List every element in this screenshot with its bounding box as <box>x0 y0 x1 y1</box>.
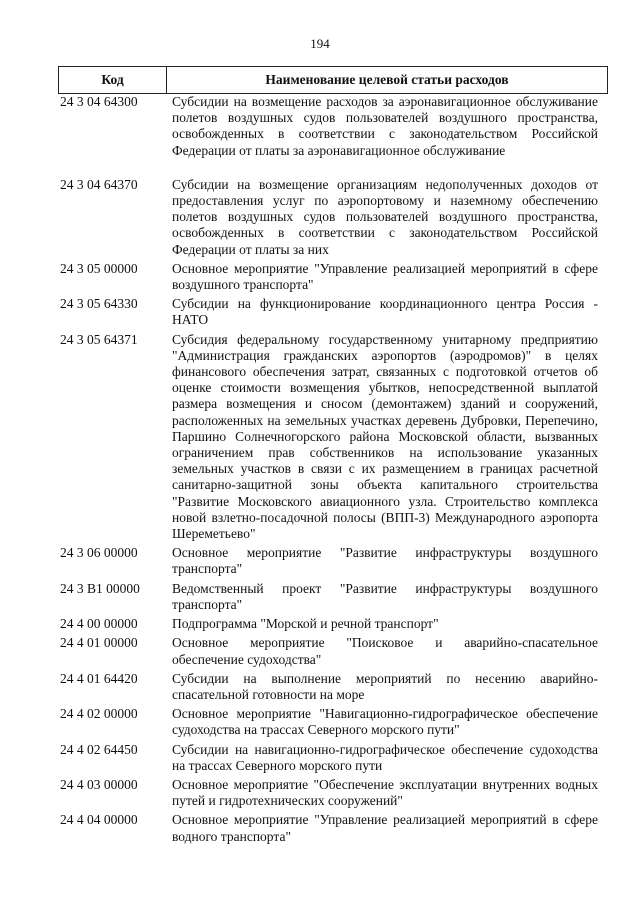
row-code: 24 3 05 64330 <box>60 296 138 312</box>
table-header <box>58 66 608 94</box>
row-name: Основное мероприятие "Развитие инфраструктуры воздушного транспорта" <box>172 545 598 577</box>
table-row <box>58 616 608 632</box>
row-code: 24 4 03 00000 <box>60 776 138 792</box>
column-header-name: Наименование целевой статьи расходов <box>265 72 509 87</box>
table-row <box>58 94 608 159</box>
table-row <box>58 671 608 703</box>
row-name: Основное мероприятие "Поисковое и аварийно-спасательное обеспечение судоходства" <box>172 635 598 667</box>
table-row <box>58 777 608 809</box>
table-row <box>58 742 608 774</box>
table-row <box>58 545 608 577</box>
row-code: 24 4 01 64420 <box>60 670 138 686</box>
row-name: Субсидии на возмещение расходов за аэронавигационное обслуживание полетов воздушных судов пользователей воздушного пространства, освобожденных в соответствии с законодательством Российской Федерации от платы за аэронавигационное обслуживание <box>172 94 598 158</box>
row-code: 24 3 04 64300 <box>60 94 138 109</box>
row-name: Основное мероприятие "Управление реализацией мероприятий в сфере водного транспорта" <box>172 812 598 844</box>
row-code: 24 4 04 00000 <box>60 812 138 828</box>
column-header-code: Код <box>59 67 167 93</box>
table-row <box>58 177 608 258</box>
table-row <box>58 635 608 667</box>
table-row <box>58 581 608 613</box>
row-code: 24 3 В1 00000 <box>60 580 140 596</box>
row-name: Субсидия федеральному государственному унитарному предприятию "Администрация гражданских аэропортов (аэродромов)" в целях финансового обеспечения затрат, связанных с подготовкой отчетов об оценке стоимости возмещения убытков, непосредственной выплатой размера возмещения и сносом (демонтажем) зданий и сооружений, расположенных на земельных участках деревень Дубровки, Перепечино, Паршино Солнечногорского района Московской области, вызванных ограничением прав собственников на использование указанных земельных участков в связи с их размещением в границах расчетной санитарно-защитной зоны объекта капитального строительства "Развитие Московского авиационного узла. Строительство комплекса новой взлетно-посадочной полосы (ВПП-3) Международного аэропорта Шереметьево" <box>172 331 598 542</box>
row-name: Субсидии на выполнение мероприятий по несению аварийно-спасательной готовности на море <box>172 670 598 702</box>
row-code: 24 3 06 00000 <box>60 545 138 561</box>
page-number: 194 <box>310 36 330 51</box>
row-name: Субсидии на функционирование координационного центра Россия - НАТО <box>172 296 598 328</box>
row-code: 24 4 00 00000 <box>60 616 138 632</box>
row-name: Субсидии на навигационно-гидрографическое обеспечение судоходства на трассах Северного морского пути <box>172 741 598 773</box>
table-row <box>58 296 608 328</box>
table-row <box>58 706 608 738</box>
row-name: Основное мероприятие "Навигационно-гидрографическое обеспечение судоходства на трассах Северного морского пути" <box>172 706 598 738</box>
row-name: Основное мероприятие "Обеспечение эксплуатации внутренних водных путей и гидротехнических сооружений" <box>172 776 598 809</box>
table-row <box>58 812 608 844</box>
row-code: 24 4 01 00000 <box>60 635 138 651</box>
row-code: 24 3 05 00000 <box>60 260 138 276</box>
row-name: Субсидии на возмещение организациям недополученных доходов от предоставления услуг по аэропортовому и наземному обеспечению полетов воздушных судов пользователей воздушного пространства, освобожденных в соответствии с законодательством Российской Федерации от платы за них <box>172 176 598 257</box>
table-body <box>58 94 608 845</box>
row-code: 24 3 05 64371 <box>60 331 138 347</box>
table-row <box>58 332 608 543</box>
row-name: Подпрограмма "Морской и речной транспорт" <box>172 616 439 632</box>
row-code: 24 3 04 64370 <box>60 176 138 192</box>
table-row <box>58 261 608 293</box>
row-code: 24 4 02 00000 <box>60 706 138 722</box>
row-code: 24 4 02 64450 <box>60 741 138 757</box>
row-name: Основное мероприятие "Управление реализацией мероприятий в сфере воздушного транспорта" <box>172 260 598 293</box>
row-name: Ведомственный проект "Развитие инфраструктуры воздушного транспорта" <box>172 580 598 612</box>
